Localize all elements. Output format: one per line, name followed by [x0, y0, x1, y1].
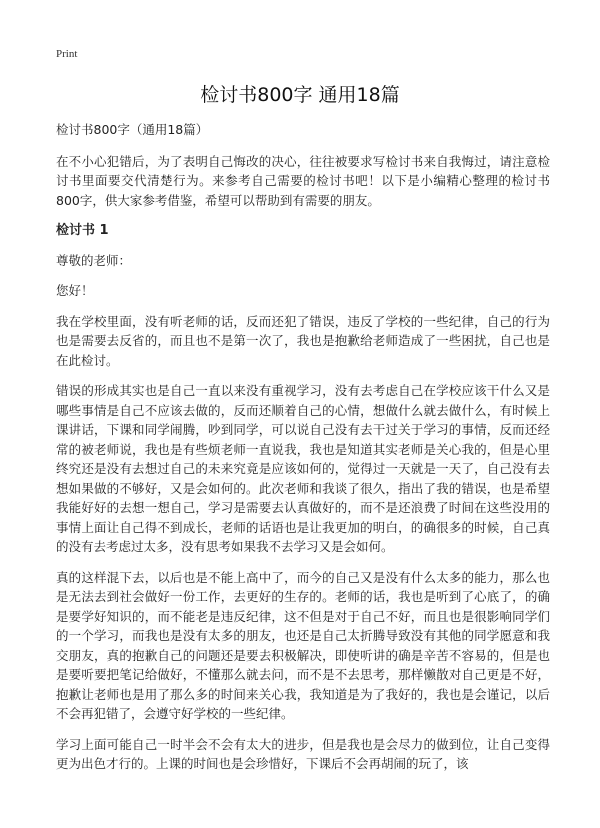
print-label: Print: [56, 48, 78, 60]
section-heading: 检讨书 1: [56, 223, 109, 238]
body-paragraph: 我在学校里面，没有听老师的话，反而还犯了错误，违反了学校的一些纪律，自己的行为也是需要去反省的，而且也不是第一次了，我也是抱歉给老师造成了一些困扰，自己也是在此检讨。: [56, 313, 550, 368]
body-paragraph: 真的这样混下去，以后也是不能上高中了，而今的自己又是没有什么太多的能力，那么也是无法去到社会做好一份工作，去更好的生存的。老师的话，我也是听到了心底了，的确是要学好知识的，而不能老是违反纪律，这不但是对于自己不好，而且也是很影响同学们的一个学习，而我也是没有太多的朋友，也还是自己太折腾导致没有其他的同学愿意和我交朋友，真的抱歉自己的问题还是要去积极解决，即使听讲的确是辛苦不容易的，但是也是要听要把笔记给做好，不懂那么就去问，而不是不去思考，那样懒散对自己更是不好，抱歉让老师也是用了那么多的时间来关心我，我知道是为了我好的，我也是会谨记，以后不会再犯错了，会遵守好学校的一些纪律。: [56, 569, 550, 721]
intro-paragraph: 在不小心犯错后，为了表明自己悔改的决心，往往被要求写检讨书来自我悔过，请注意检讨书里面要交代清楚行为。来参考自己需要的检讨书吧！以下是小编精心整理的检讨书800字，供大家参考借鉴，希望可以帮助到有需要的朋友。: [56, 153, 550, 208]
document-subtitle: 检讨书800字（通用18篇）: [56, 122, 209, 137]
document-title: 检讨书800字 通用18篇: [200, 84, 400, 106]
body-paragraph: 学习上面可能自己一时半会不会有太大的进步，但是我也是会尽力的做到位，让自己变得更为出色才行的。上课的时间也是会珍惜好，下课后不会再胡闹的玩了，该: [56, 736, 550, 771]
body-paragraph: 错误的形成其实也是自己一直以来没有重视学习，没有去考虑自己在学校应该干什么又是哪些事情是自己不应该去做的，反而还顺着自己的心情，想做什么就去做什么，有时候上课讲话，下课和同学闹腾，吵到同学，可以说自己没有去干过关于学习的事情，反而还经常的被老师说，我也是有些烦老师一直说我，我也是知道其实老师是关心我的，但是心里终究还是没有去想过自己的未来究竟是应该如何的，觉得过一天就是一天了，自己没有去想如果做的不够好，又是会如何的。此次老师和我谈了很久，指出了我的错误，也是希望我能好好的去想一想自己，学习是需要去认真做好的，而不是还浪费了时间在这些没用的事情上面让自己得不到成长，老师的话语也是让我更加的明白，的确很多的时候，自己真的没有去考虑过太多，没有思考如果我不去学习又是会如何。: [56, 383, 550, 554]
hello-line: 您好！: [56, 283, 94, 298]
document-body: [56, 120, 550, 785]
greeting-line: 尊敬的老师：: [56, 252, 132, 268]
